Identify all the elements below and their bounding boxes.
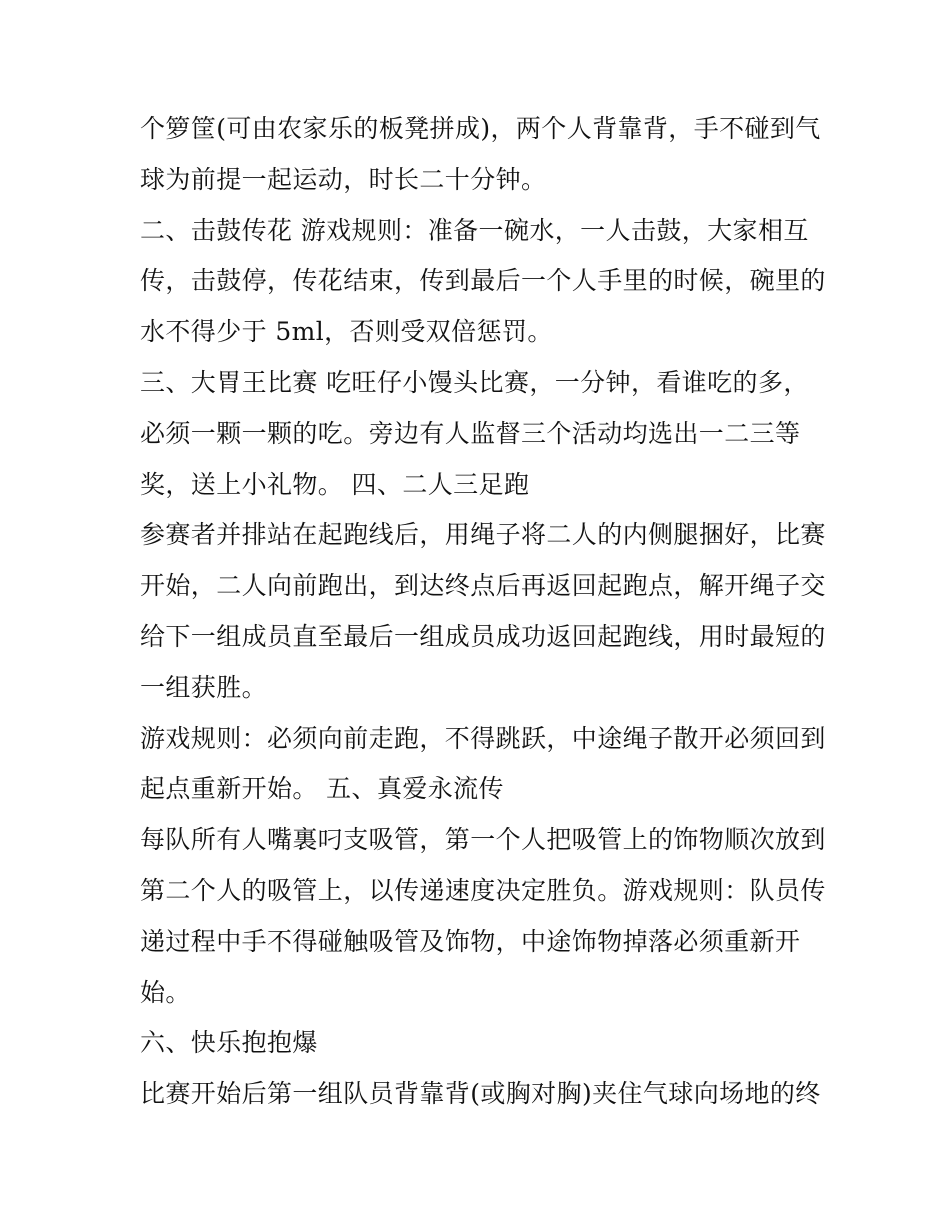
- text-line: 参赛者并排站在起跑线后，用绳子将二人的内侧腿捆好，比赛: [140, 520, 826, 550]
- text-line: 一组获胜。: [140, 672, 268, 702]
- text-line: 传，击鼓停，传花结束，传到最后一个人手里的时候，碗里的: [140, 266, 826, 296]
- text-line: 球为前提一起运动，时长二十分钟。: [140, 164, 547, 194]
- text-line: 开始，二人向前跑出，到达终点后再返回起跑点，解开绳子交: [140, 571, 826, 601]
- body-text: [140, 104, 826, 1120]
- text-line: 第二个人的吸管上，以传递速度决定胜负。游戏规则：队员传: [140, 875, 826, 905]
- text-line: 每队所有人嘴裏叼支吸管，第一个人把吸管上的饰物顺次放到: [140, 825, 826, 855]
- text-line: 六、快乐抱抱爆: [140, 1028, 318, 1058]
- text-line: 二、击鼓传花 游戏规则：准备一碗水，一人击鼓，大家相互: [140, 215, 809, 245]
- text-line: 起点重新开始。 五、真爱永流传: [140, 774, 504, 804]
- text-line: 游戏规则：必须向前走跑，不得跳跃，中途绳子散开必须回到: [140, 723, 826, 753]
- text-line: 给下一组成员直至最后一组成员成功返回起跑线，用时最短的: [140, 621, 826, 651]
- text-line: 比赛开始后第一组队员背靠背(或胸对胸)夹住气球向场地的终: [140, 1079, 821, 1109]
- text-line: 水不得少于 5ml，否则受双倍惩罚。: [140, 317, 553, 347]
- text-line: 递过程中手不得碰触吸管及饰物，中途饰物掉落必须重新开: [140, 926, 801, 956]
- text-line: 必须一颗一颗的吃。旁边有人监督三个活动均选出一二三等: [140, 418, 801, 448]
- text-line: 始。: [140, 977, 191, 1007]
- text-line: 个箩筐(可由农家乐的板凳拼成)，两个人背靠背，手不碰到气: [140, 114, 821, 143]
- text-line: 奖，送上小礼物。 四、二人三足跑: [140, 469, 530, 499]
- text-line: 三、大胃王比赛 吃旺仔小馒头比赛，一分钟，看谁吃的多，: [140, 367, 809, 397]
